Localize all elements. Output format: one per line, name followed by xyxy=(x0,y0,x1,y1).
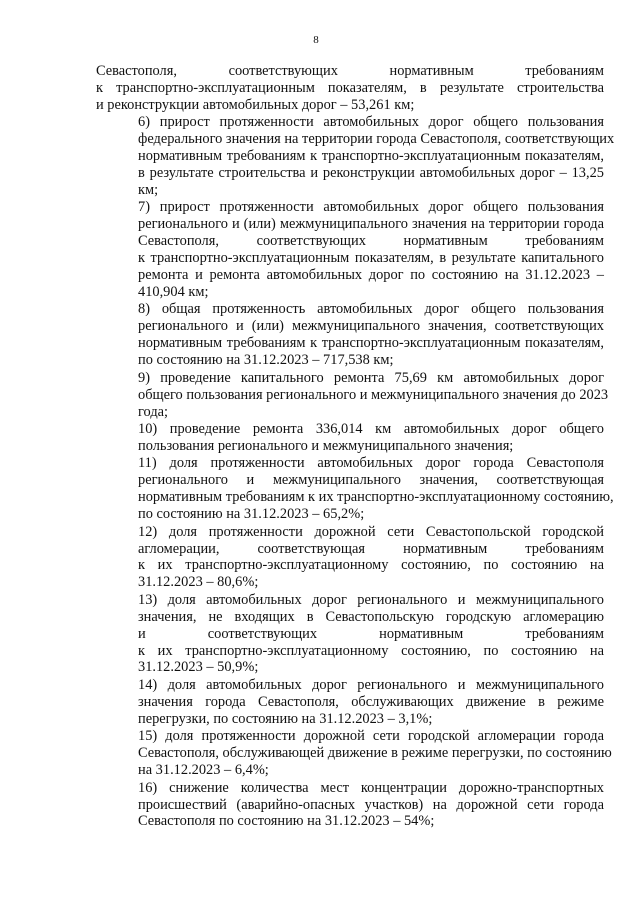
text-line: 12) доля протяженности дорожной сети Севастопольской городской xyxy=(138,523,604,540)
paragraph xyxy=(96,677,604,728)
text-line: значения, не входящих в Севастопольскую городскую агломерацию xyxy=(138,608,604,625)
text-line: нормативным требованиям к их транспортно-эксплуатационному состоянию, xyxy=(138,489,614,506)
text-line: 31.12.2023 – 50,9%; xyxy=(138,659,259,676)
text-line: происшествий (аварийно-опасных участков) на дорожной сети города xyxy=(138,796,604,813)
text-line: Севастополя, обслуживающей движение в режиме перегрузки, по состоянию xyxy=(138,745,612,762)
text-line: агломерации, соответствующая нормативным требованиям xyxy=(138,540,604,557)
text-line: значения города Севастополя, обслуживающих движение в режиме xyxy=(138,693,604,710)
paragraph xyxy=(96,369,609,421)
text-line: регионального и (или) межмуниципального значения, соответствующих xyxy=(138,318,604,335)
text-line: по состоянию на 31.12.2023 – 717,538 км; xyxy=(138,352,394,369)
text-line: нормативным требованиям к транспортно-эксплуатационным показателям, xyxy=(138,148,604,165)
paragraph xyxy=(96,63,604,114)
text-line: 15) доля протяженности дорожной сети городской агломерации города xyxy=(138,728,604,745)
paragraph xyxy=(96,421,604,455)
text-line: регионального и межмуниципального значения, соответствующая xyxy=(138,472,604,489)
text-line: регионального и (или) межмуниципального значения на территории города xyxy=(138,216,604,233)
text-line: федерального значения на территории города Севастополя, соответствующих xyxy=(138,131,615,148)
text-line: к транспортно-эксплуатационным показателям, в результате капитального xyxy=(138,250,604,267)
text-line: перегрузки, по состоянию на 31.12.2023 – 3,1%; xyxy=(138,710,433,727)
text-line: 7) прирост протяженности автомобильных дорог общего пользования xyxy=(138,199,604,216)
text-line: нормативным требованиям к транспортно-эксплуатационным показателям, xyxy=(138,335,604,352)
text-line: общего пользования регионального и межмуниципального значения до 2023 xyxy=(138,386,609,403)
text-line: и соответствующих нормативным требованиям xyxy=(138,625,604,642)
paragraph xyxy=(96,524,604,592)
text-line: к их транспортно-эксплуатационному состоянию, по состоянию на xyxy=(138,642,604,659)
paragraph xyxy=(96,780,604,831)
text-line: года; xyxy=(138,403,169,420)
text-line: 31.12.2023 – 80,6%; xyxy=(138,574,259,591)
text-line: 11) доля протяженности автомобильных дорог города Севастополя xyxy=(138,455,604,472)
text-line: к их транспортно-эксплуатационному состоянию, по состоянию на xyxy=(138,557,604,574)
text-line: Севастополя по состоянию на 31.12.2023 – 54%; xyxy=(138,813,435,830)
paragraph xyxy=(96,455,614,523)
text-line: Севастополя, соответствующих нормативным требованиям xyxy=(96,63,604,79)
text-line: 10) проведение ремонта 336,014 км автомобильных дорог общего xyxy=(138,421,604,437)
text-line: 410,904 км; xyxy=(138,283,209,300)
text-line: 13) доля автомобильных дорог регионального и межмуниципального xyxy=(138,591,604,608)
text-line: пользования регионального и межмуниципального значения; xyxy=(138,437,514,454)
text-line: 6) прирост протяженности автомобильных дорог общего пользования xyxy=(138,114,604,131)
text-line: 8) общая протяженность автомобильных дорог общего пользования xyxy=(138,301,604,318)
text-line: на 31.12.2023 – 6,4%; xyxy=(138,762,269,779)
page-number: 8 xyxy=(313,34,319,46)
text-line: Севастополя, соответствующих нормативным требованиям xyxy=(138,233,604,250)
text-line: 9) проведение капитального ремонта 75,69 км автомобильных дорог xyxy=(138,369,604,386)
text-line: км; xyxy=(138,181,159,198)
paragraph xyxy=(96,199,604,300)
text-line: 16) снижение количества мест концентрации дорожно-транспортных xyxy=(138,779,604,796)
text-line: ремонта и ремонта автомобильных дорог по состоянию на 31.12.2023 – xyxy=(138,267,604,284)
paragraph xyxy=(96,301,604,369)
paragraph xyxy=(96,728,612,779)
text-line: по состоянию на 31.12.2023 – 65,2%; xyxy=(138,506,365,523)
text-line: в результате строительства и реконструкции автомобильных дорог – 13,25 xyxy=(138,165,604,182)
text-line: и реконструкции автомобильных дорог – 53,261 км; xyxy=(96,96,415,113)
text-line: к транспортно-эксплуатационным показателям, в результате строительства xyxy=(96,79,604,96)
document-body xyxy=(96,63,615,831)
text-line: 14) доля автомобильных дорог регионального и межмуниципального xyxy=(138,676,604,693)
paragraph xyxy=(96,592,604,677)
paragraph xyxy=(96,114,615,199)
